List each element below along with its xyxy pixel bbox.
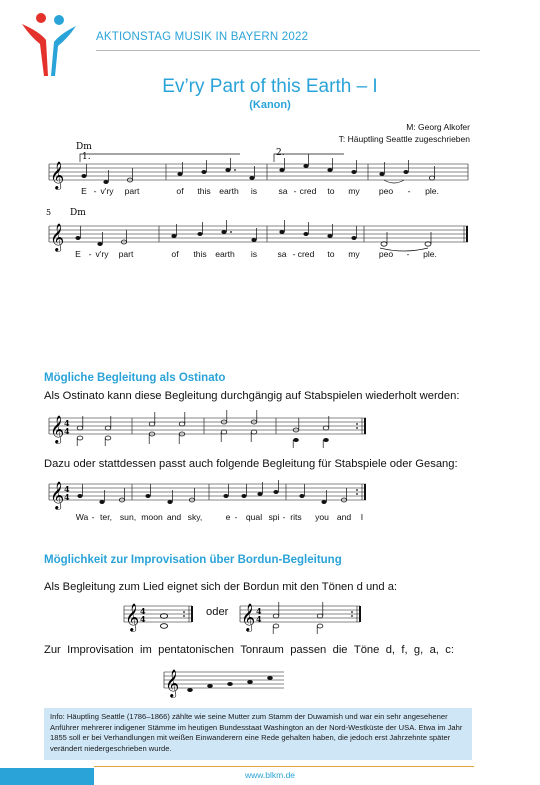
ostinato-text-2: Dazu oder stattdessen passt auch folgende Begleitung für Stabspiele oder Gesang: <box>44 458 458 470</box>
bavaria-music-logo-icon <box>18 10 80 80</box>
lyric-syllable: - <box>292 249 296 259</box>
lyric-syllable: of <box>176 186 184 196</box>
header-title: AKTIONSTAG MUSIK IN BAYERN 2022 <box>96 31 309 43</box>
lyric-syllable: - <box>88 249 92 259</box>
lyric-syllable: to <box>327 186 335 196</box>
time-signature-bottom-4: 4 <box>256 614 262 624</box>
lyric-syllable: of <box>171 249 179 259</box>
time-signature-top-3: 4 <box>140 606 146 616</box>
lyrics-line-2 <box>0 249 540 261</box>
lyric-syllable: this <box>193 249 207 259</box>
lyric-syllable: cred <box>299 186 317 196</box>
bordun-staff-1 <box>120 598 200 634</box>
time-signature-bottom: 4 <box>64 426 70 436</box>
pentatonic-staff <box>160 664 290 698</box>
lyric-syllable: ple. <box>425 186 439 196</box>
bordun-staff-2 <box>236 596 368 636</box>
lyric-syllable: sa <box>278 186 288 196</box>
ostinato-text-1: Als Ostinato kann diese Begleitung durchgängig auf Stabspielen wiederholt werden: <box>44 390 460 402</box>
footer-url-link[interactable]: www.blkm.de <box>244 770 296 780</box>
time-signature-bottom-2: 4 <box>64 492 70 502</box>
text-word: Improvisation <box>67 644 134 656</box>
lyric-syllable: peo <box>378 249 394 259</box>
treble-clef-icon-3: 𝄞 <box>50 415 65 443</box>
lyric-syllable: v'ry <box>95 249 109 259</box>
lyric-syllable: is <box>250 186 258 196</box>
lyricist-credit: T: Häuptling Seattle zugeschrieben <box>338 134 470 144</box>
song-title: Ev’ry Part of this Earth – I <box>162 76 378 97</box>
lyric-syllable: my <box>348 249 360 259</box>
lyric-syllable: I <box>360 512 364 522</box>
song-staff-2 <box>44 204 480 254</box>
time-signature-top-2: 4 <box>64 484 70 494</box>
lyric-syllable: my <box>348 186 360 196</box>
text-word: g, <box>413 644 424 656</box>
lyric-syllable: ter, <box>100 512 112 522</box>
text-word: pentatonischen <box>158 644 234 656</box>
lyric-syllable: part <box>124 186 140 196</box>
improvisation-heading: Möglichkeit zur Improvisation über Bordun-Begleitung <box>44 554 342 566</box>
lyric-syllable: this <box>197 186 211 196</box>
info-box <box>44 708 472 760</box>
lyric-syllable: ple. <box>423 249 437 259</box>
measure-number: 5 <box>46 208 52 217</box>
song-subtitle: (Kanon) <box>249 99 291 111</box>
text-word: passen <box>290 644 327 656</box>
lyric-syllable: spi <box>268 512 280 522</box>
lyrics-line-1 <box>0 186 540 198</box>
lyric-syllable: sa <box>277 249 287 259</box>
lyric-syllable: earth <box>215 249 235 259</box>
time-signature-top: 4 <box>64 418 70 428</box>
lyric-syllable: to <box>327 249 335 259</box>
lyric-syllable: moon <box>141 512 163 522</box>
treble-clef-icon-7: 𝄞 <box>165 669 180 697</box>
lyric-syllable: part <box>118 249 134 259</box>
lyric-syllable: peo <box>378 186 394 196</box>
lyric-syllable: qual <box>245 512 263 522</box>
footer-divider <box>94 766 474 767</box>
info-text: Info: Häuptling Seattle (1786–1866) zählte wie seine Mutter zum Stamm der Duwamish und war ein sehr angesehener Anführer mehrerer indigener Stämme im heutigen Bundesstaat Washington an der Nord-Westküste der USA. Etwa im Jahr 1855 soll er bei Verhandlungen mit weißen Einwanderern eine Rede gehalten haben, die jedoch erst Jahrzehnte später verändert niedergeschrieben wurde. <box>50 712 463 753</box>
lyric-syllable: - <box>406 249 410 259</box>
lyric-syllable: E <box>81 186 87 196</box>
lyric-syllable: - <box>93 186 97 196</box>
lyric-syllable: E <box>75 249 81 259</box>
lyric-syllable: - <box>407 186 411 196</box>
lyric-syllable: is <box>250 249 258 259</box>
lyric-syllable: Wa <box>75 512 89 522</box>
lyric-syllable: - <box>293 186 297 196</box>
ostinato-staff-1 <box>44 408 374 450</box>
text-word: Zur <box>44 644 61 656</box>
header-divider <box>96 50 480 51</box>
lyric-syllable: earth <box>219 186 239 196</box>
text-word: im <box>139 644 152 656</box>
note-heads <box>81 154 434 184</box>
treble-clef-icon-5: 𝄞 <box>125 603 140 631</box>
treble-clef-icon: 𝄞 <box>50 161 65 189</box>
chord-symbol: Dm <box>76 142 92 152</box>
improvisation-text-1: Als Begleitung zum Lied eignet sich der Bordun mit den Tönen d und a: <box>44 581 398 593</box>
lyric-syllable: - <box>234 512 238 522</box>
lyric-syllable: sun, <box>119 512 137 522</box>
volta-2-label: 2. <box>276 148 285 158</box>
improvisation-text-2 <box>44 644 454 656</box>
ostinato-heading: Mögliche Begleitung als Ostinato <box>44 372 226 384</box>
text-word: Tonraum <box>240 644 284 656</box>
ostinato-staff-2 <box>44 478 374 512</box>
composer-credit: M: Georg Alkofer <box>406 122 470 132</box>
chord-symbol-2: Dm <box>70 208 86 218</box>
treble-clef-icon-6: 𝄞 <box>241 603 256 631</box>
text-word: a, <box>429 644 439 656</box>
time-signature-top-4: 4 <box>256 606 262 616</box>
lyric-syllable: and <box>336 512 352 522</box>
time-signature-bottom-3: 4 <box>140 614 146 624</box>
ostinato-lyrics <box>0 512 540 524</box>
oder-label: oder <box>206 606 229 618</box>
text-word: f, <box>401 644 408 656</box>
volta-1-label: 1. <box>82 152 91 162</box>
lyric-syllable: - <box>282 512 286 522</box>
lyric-syllable: - <box>91 512 95 522</box>
text-word: Töne <box>353 644 380 656</box>
treble-clef-icon-4: 𝄞 <box>50 481 65 509</box>
lyric-syllable: v'ry <box>100 186 114 196</box>
lyric-syllable: and <box>166 512 182 522</box>
treble-clef-icon-2: 𝄞 <box>50 223 65 251</box>
text-word: die <box>332 644 348 656</box>
lyric-syllable: cred <box>297 249 315 259</box>
lyric-syllable: sky, <box>187 512 203 522</box>
text-word: c: <box>445 644 454 656</box>
lyric-syllable: rits <box>290 512 302 522</box>
lyric-syllable: e <box>225 512 231 522</box>
text-word: d, <box>385 644 396 656</box>
lyric-syllable: you <box>315 512 329 522</box>
